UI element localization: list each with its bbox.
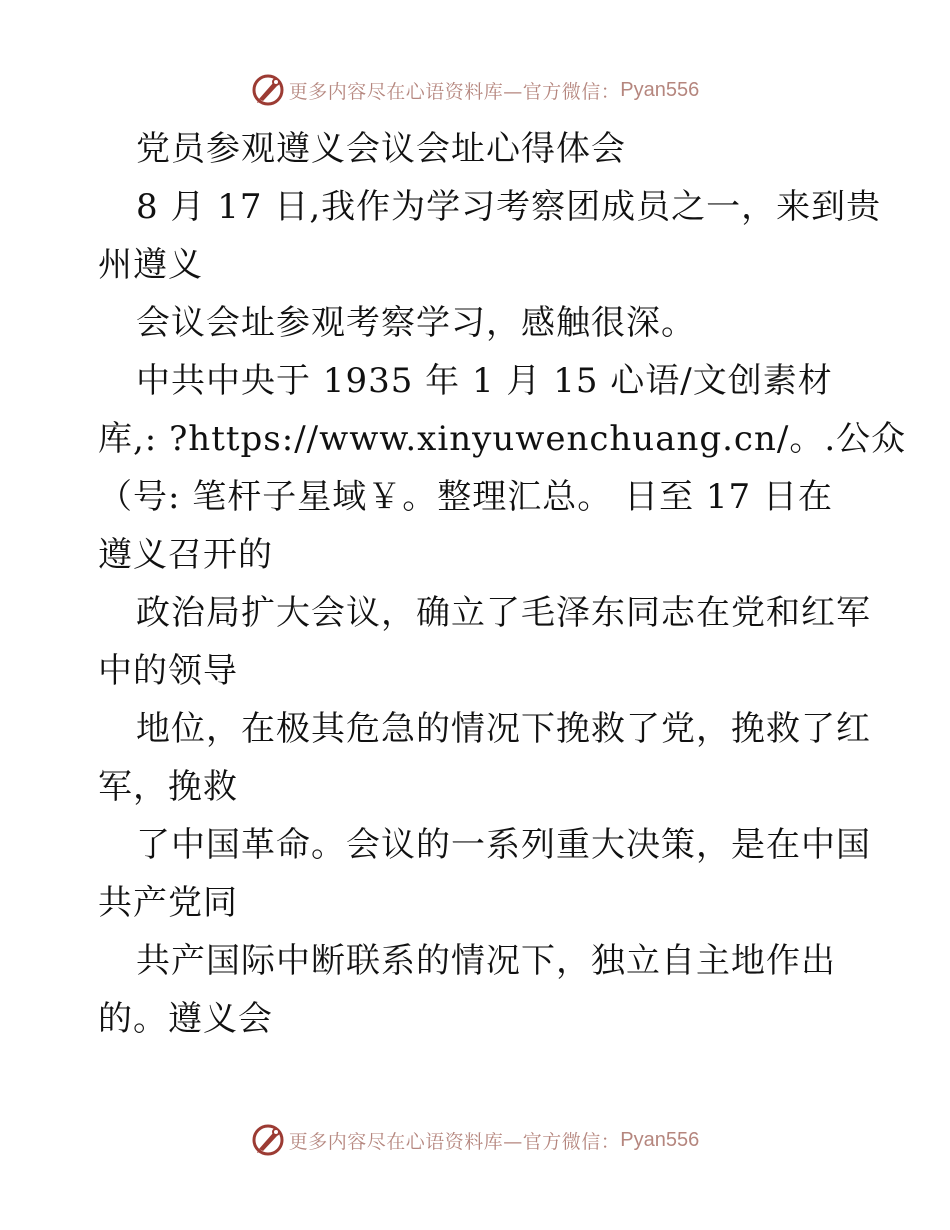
watermark-text: 更多内容尽在心语资料库—官方微信： bbox=[288, 80, 621, 103]
text-line: 州遵义 bbox=[98, 245, 203, 285]
text-line: （号: 笔杆子星域￥。整理汇总。 日至 17 日在 bbox=[98, 477, 833, 517]
footer-watermark bbox=[0, 1120, 950, 1160]
text-line: 共产国际中断联系的情况下，独立自主地作出 bbox=[136, 941, 836, 981]
watermark-wechat-id: Pyan556 bbox=[620, 1128, 700, 1151]
watermark-wechat-id: Pyan556 bbox=[620, 78, 700, 101]
watermark-text: 更多内容尽在心语资料库—官方微信： bbox=[288, 1130, 621, 1153]
text-line: 库,: ?https://www.xinyuwenchuang.cn/。.公众 bbox=[98, 419, 907, 459]
pen-logo-icon bbox=[251, 73, 285, 107]
text-line: 会议会址参观考察学习，感触很深。 bbox=[136, 303, 696, 343]
text-line: 中共中央于 1935 年 1 月 15 心语/文创素材 bbox=[136, 361, 833, 401]
text-line: 8 月 17 日,我作为学习考察团成员之一，来到贵 bbox=[136, 187, 882, 227]
text-line: 军，挽救 bbox=[98, 767, 238, 807]
text-line: 地位，在极其危急的情况下挽救了党，挽救了红 bbox=[136, 709, 871, 749]
text-line: 共产党同 bbox=[98, 883, 238, 923]
document-title: 党员参观遵义会议会址心得体会 bbox=[136, 129, 626, 169]
text-line: 了中国革命。会议的一系列重大决策，是在中国 bbox=[136, 825, 871, 865]
text-line: 的。遵义会 bbox=[98, 999, 273, 1039]
text-line: 中的领导 bbox=[98, 651, 238, 691]
text-line: 遵义召开的 bbox=[98, 535, 273, 575]
text-line: 政治局扩大会议，确立了毛泽东同志在党和红军 bbox=[136, 593, 871, 633]
header-watermark bbox=[0, 70, 950, 110]
pen-logo-icon bbox=[251, 1123, 285, 1157]
document-body bbox=[98, 120, 907, 1048]
